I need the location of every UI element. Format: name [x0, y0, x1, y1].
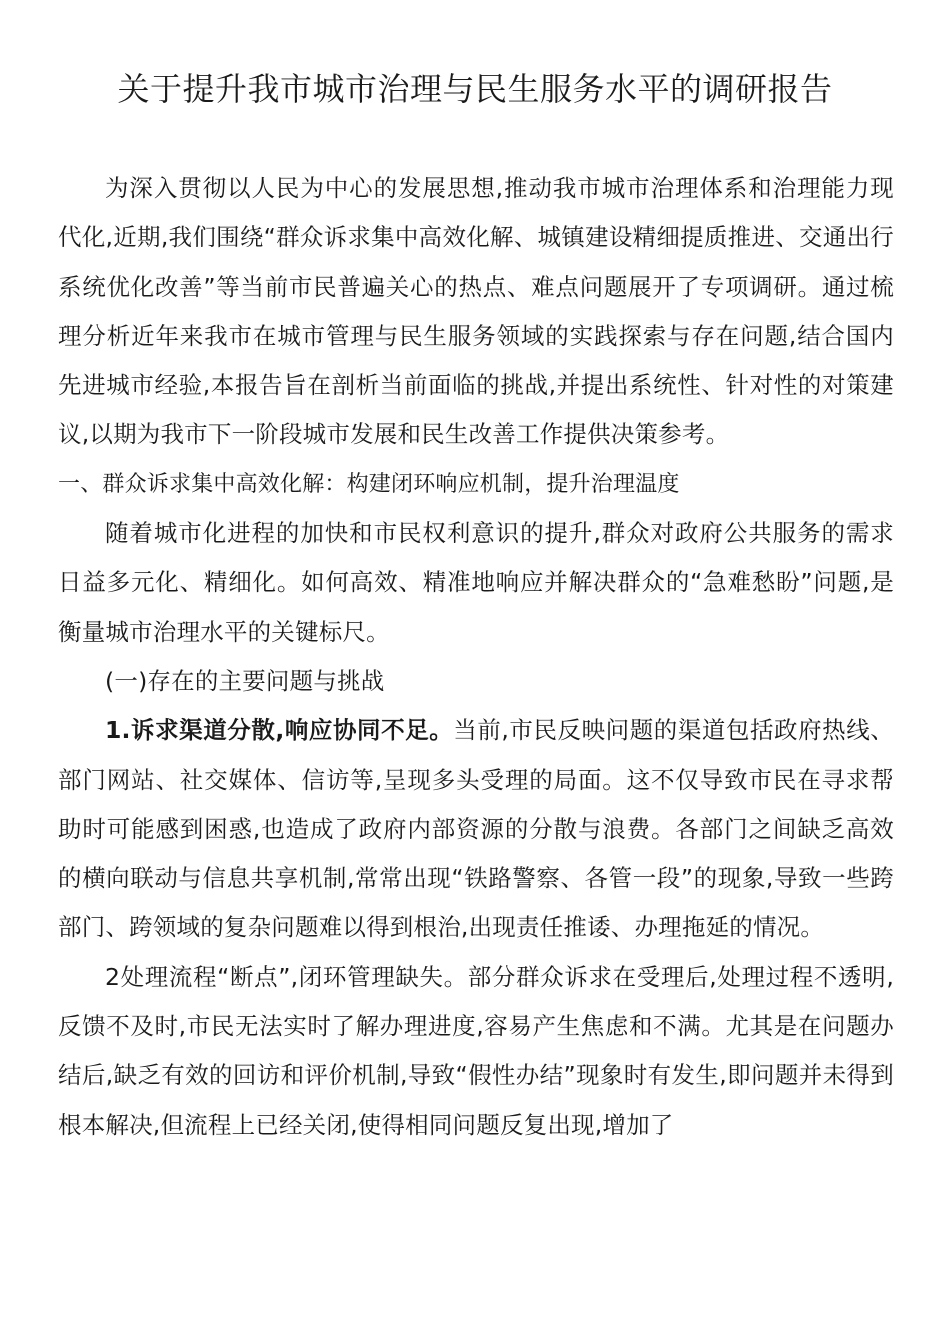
- document-body: [58, 164, 894, 1150]
- document-title: 关于提升我市城市治理与民生服务水平的调研报告: [117, 70, 833, 108]
- item-1-lead: 1.诉求渠道分散,响应协同不足。: [105, 716, 454, 745]
- item-1-text: 当前,市民反映问题的渠道包括政府热线、部门网站、社交媒体、信访等,呈现多头受理的局面。这不仅导致市民在寻求帮助时可能感到困惑,也造成了政府内部资源的分散与浪费。各部门之间缺乏高效的横向联动与信息共享机制,常常出现“铁路警察、各管一段”的现象,导致一些跨部门、跨领域的复杂问题难以得到根治,出现责任推诿、办理拖延的情况。: [58, 716, 894, 942]
- section-1-paragraph: 随着城市化进程的加快和市民权利意识的提升,群众对政府公共服务的需求日益多元化、精细化。如何高效、精准地响应并解决群众的“急难愁盼”问题,是衡量城市治理水平的关键标尺。: [58, 519, 894, 646]
- section-1-heading: 一、群众诉求集中高效化解：构建闭环响应机制，提升治理温度: [58, 471, 680, 497]
- item-2-paragraph: 2处理流程“断点”,闭环管理缺失。部分群众诉求在受理后,处理过程不透明,反馈不及时,市民无法实时了解办理进度,容易产生焦虑和不满。尤其是在问题办结后,缺乏有效的回访和评价机制,导致“假性办结”现象时有发生,即问题并未得到根本解决,但流程上已经关闭,使得相同问题反复出现,增加了: [58, 962, 894, 1139]
- intro-paragraph: 为深入贯彻以人民为中心的发展思想,推动我市城市治理体系和治理能力现代化,近期,我们围绕“群众诉求集中高效化解、城镇建设精细提质推进、交通出行系统优化改善”等当前市民普遍关心的热点、难点问题展开了专项调研。通过梳理分析近年来我市在城市管理与民生服务领域的实践探索与存在问题,结合国内先进城市经验,本报告旨在剖析当前面临的挑战,并提出系统性、针对性的对策建议,以期为我市下一阶段城市发展和民生改善工作提供决策参考。: [58, 174, 894, 449]
- item-1-paragraph: [58, 706, 894, 952]
- subsection-1-heading: (一)存在的主要问题与挑战: [105, 666, 385, 695]
